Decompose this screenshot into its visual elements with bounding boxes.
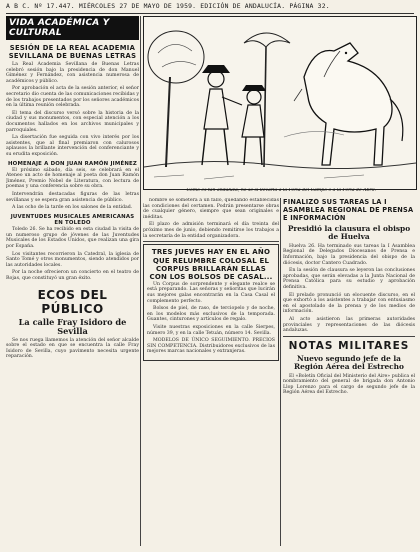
paragraph: En la sesión de clausura se leyeron las conclusiones aprobadas, que serán elevadas a la Junta Nacional de Prensa Católica para su estudio y aprobación definitiva. (283, 268, 415, 290)
paragraph: Por la noche ofrecieron un concierto en el teatro de Rojas, que constituyó un gran éxito. (6, 270, 139, 282)
paragraph: nombre se someterá a un fallo, quedando establecidas las condiciones del certamen. Podrán presentarse obras de cualquier género, siempre que sean originales e inéditas. (143, 198, 279, 220)
divider (283, 336, 415, 337)
column-middle (143, 198, 279, 546)
paragraph: Toledo 26. Se ha recibido en esta ciudad la visita de un numeroso grupo de jóvenes de las Juventudes Musicales de los Estados Unidos, que realizan una gira por España. (6, 227, 139, 250)
paragraph: El próximo sábado, día seis, se celebrará en el Ateneo un acto de homenaje al poeta don Juan Ramón Jiménez, Premio Nobel de Literatura, con lectura de poemas y una conferencia sobre su obra. (6, 167, 139, 190)
notas-title: NOTAS MILITARES (288, 339, 410, 352)
paragraph: Los visitantes recorrieron la Catedral, la iglesia de Santo Tomé y otros monumentos, siendo atendidos por las autoridades locales. (6, 251, 139, 268)
paragraph: Un Corpus de sorprendente y elegante realce se está preparando. Las señoras y señoritas que lucirán sus mejores galas encontrarán en la Casa Casal el complemento perfecto. (147, 281, 275, 304)
paragraph: Visite nuestras exposiciones en la calle Sierpes, número 39, y en la calle Tetuán, número 14. Sevilla. (147, 324, 275, 336)
advertisement-headline: TRES JUEVES HAY EN EL AÑO QUE RELUMBRE COLOSAL EL CORPUS BRILLARÁN ELLAS CON LOS BOLSOS DE CASAL... (149, 248, 273, 282)
ecos-subtitle: La calle Fray Isidoro de Sevilla (18, 316, 127, 336)
paragraph: La Real Academia Sevillana de Buenas Letras celebró sesión bajo la presidencia de don Manuel Giménez y Fernández, con asistencia numerosa de académicos y público. (6, 62, 139, 84)
divider (143, 241, 279, 242)
advertisement-box (143, 244, 279, 361)
ecos-title: ECOS DEL PÚBLICO (37, 287, 108, 316)
paragraph: El tema del discurso versó sobre la historia de la ciudad y sus monumentos, con especial atención a los documentos hallados en los archivos municipales y parroquiales. (6, 110, 139, 133)
page-header: A B C. Nº 17.447. MIÉRCOLES 27 DE MAYO DE 1959. EDICIÓN DE ANDALUCÍA. PÁGINA 32. (6, 2, 414, 14)
cartoon-drawing (144, 17, 416, 189)
column-left (6, 16, 139, 546)
article-headline: FINALIZÓ SUS TAREAS LA I ASAMBLEA REGIONAL DE PRENSA E INFORMACIÓN (283, 198, 414, 222)
cartoon-illustration (143, 16, 417, 190)
cartoon-caption: —Como es tan andaluza, no sé si llevarla a la Feria del Campo o a la Feria de Abril. (181, 188, 377, 193)
column-right (283, 198, 415, 546)
section-title-academia: SESIÓN DE LA REAL ACADEMIA SEVILLANA DE BUENAS LETRAS (8, 44, 137, 60)
paragraph: Al acto asistieron las primeras autoridades provinciales y representaciones de las diócesis andaluzas. (283, 316, 415, 334)
paragraph: El «Boletín Oficial del Ministerio del Aire» publica el nombramiento del general de brigada don Antonio Llop Lorenzo para el cargo de segundo jefe de la Región Aérea del Estrecho. (283, 373, 415, 396)
article-deck: Presidió la clausura el obispo de Huelva (287, 224, 411, 242)
paragraph: Se nos ruega llamemos la atención del señor alcalde sobre el estado en que se encuentra la calle Fray Isidoro de Sevilla, cuyo pavimento necesita urgente reparación. (6, 337, 139, 360)
paragraph: Huelva 26. Ha terminado sus tareas la I Asamblea Regional de Delegados Diocesanos de Prensa e Información, bajo la presidencia del obispo de la diócesis, doctor Cantero Cuadrado. (283, 243, 415, 266)
paragraph: Por aprobación el acta de la sesión anterior, el señor secretario dio cuenta de las comunicaciones recibidas y de los trabajos presentados por los señores académicos en la última reunión celebrada. (6, 86, 139, 109)
section-title-juventudes: JUVENTUDES MUSICALES AMERICANAS EN TOLEDO (10, 213, 135, 227)
column-divider (140, 16, 141, 546)
section-kicker: VIDA ACADÉMICA Y CULTURAL (6, 16, 139, 40)
paragraph: El prelado pronunció un elocuente discurso, en el que exhortó a los asistentes a trabajar con entusiasmo en el apostolado de la prensa y de los medios de información. (283, 292, 415, 315)
paragraph: El plazo de admisión terminará el día treinta del próximo mes de junio, debiendo remitirse los trabajos a la secretaría de la entidad organizadora. (143, 222, 279, 239)
paragraph: MODELOS DE ÚNICO SEGUIMIENTO. PRECIOS SIN COMPETENCIA. Distribuidores exclusivos de las mejores marcas nacionales y extranjeras. (147, 338, 275, 355)
section-title-homenaje: HOMENAJE A DON JUAN RAMÓN JIMÉNEZ (7, 160, 138, 167)
paragraph: A las ocho de la tarde en los salones de la entidad. (12, 205, 133, 211)
paragraph: Bolsos de piel, de raso, de terciopelo y de noche, en los modelos más exclusivos de la temporada. Guantes, cinturones y artículos de regalo. (147, 306, 275, 323)
paragraph: Intervendrán destacadas figuras de las letras sevillanas y se espera gran asistencia de público. (6, 192, 139, 203)
column-divider (280, 198, 281, 546)
notas-subtitle: Nuevo segundo jefe de la Región Aérea del Estrecho (294, 353, 404, 372)
paragraph: La disertación fue seguida con vivo interés por los asistentes, que al final premiaron con calurosos aplausos la brillante intervención del conferenciante y su erudita exposición. (6, 135, 139, 157)
